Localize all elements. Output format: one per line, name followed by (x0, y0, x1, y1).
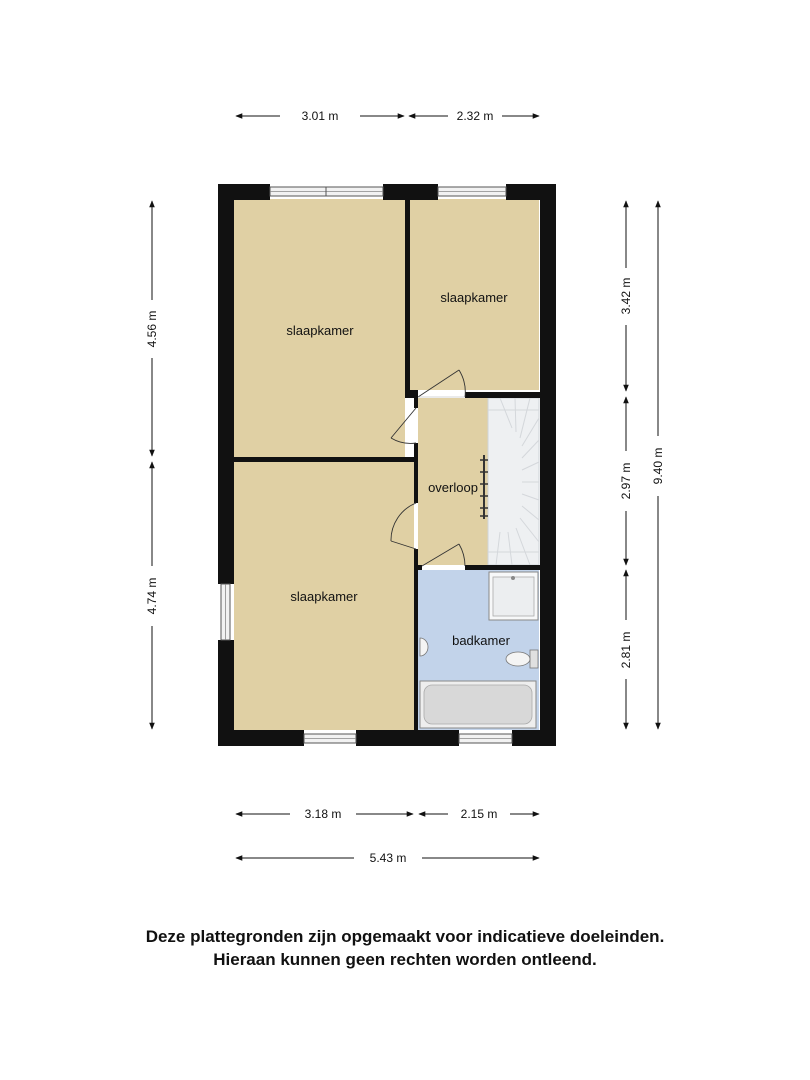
dimension-right-total (651, 201, 665, 729)
dimension-label: 3.01 m (301, 109, 339, 123)
dimension-right-middle (619, 397, 633, 565)
staircase (480, 398, 539, 565)
disclaimer-line-2: Hieraan kunnen geen rechten worden ontleend. (213, 950, 597, 969)
dimension-label: 4.74 m (145, 577, 159, 615)
dimension-label: 2.15 m (460, 807, 498, 821)
dimension-left-lower (145, 462, 159, 729)
bathtub-icon (420, 681, 536, 728)
dimension-left-upper (145, 201, 159, 456)
dimension-right-upper (619, 201, 633, 391)
window-top-right (438, 187, 506, 196)
room-label-bathroom: badkamer (452, 633, 510, 648)
dimension-label: 5.43 m (369, 851, 407, 865)
dimension-top-right (409, 109, 539, 123)
window-top-left (270, 187, 383, 196)
dimension-label: 4.56 m (145, 310, 159, 348)
dimension-label: 2.97 m (619, 462, 633, 500)
room-label-bedroom-bottom: slaapkamer (290, 589, 358, 604)
dimension-label: 2.81 m (619, 631, 633, 669)
dimension-right-lower (619, 570, 633, 729)
dimension-label: 3.18 m (304, 807, 342, 821)
window-bottom-left (304, 734, 356, 743)
dimension-bottom-right (419, 807, 539, 821)
dimension-top-left (236, 109, 404, 123)
dimension-bottom-left (236, 807, 413, 821)
room-label-landing: overloop (428, 480, 478, 495)
dimension-label: 2.32 m (456, 109, 494, 123)
dimension-label: 3.42 m (619, 277, 633, 315)
window-bottom-right (459, 734, 512, 743)
room-label-bedroom-top-right: slaapkamer (440, 290, 508, 305)
dimension-bottom-total (236, 851, 539, 865)
window-left (221, 584, 230, 640)
dimension-label: 9.40 m (651, 447, 665, 485)
disclaimer-line-1: Deze plattegronden zijn opgemaakt voor indicatieve doeleinden. (145, 927, 665, 946)
room-label-bedroom-top-left: slaapkamer (286, 323, 354, 338)
shower-icon (489, 572, 538, 620)
